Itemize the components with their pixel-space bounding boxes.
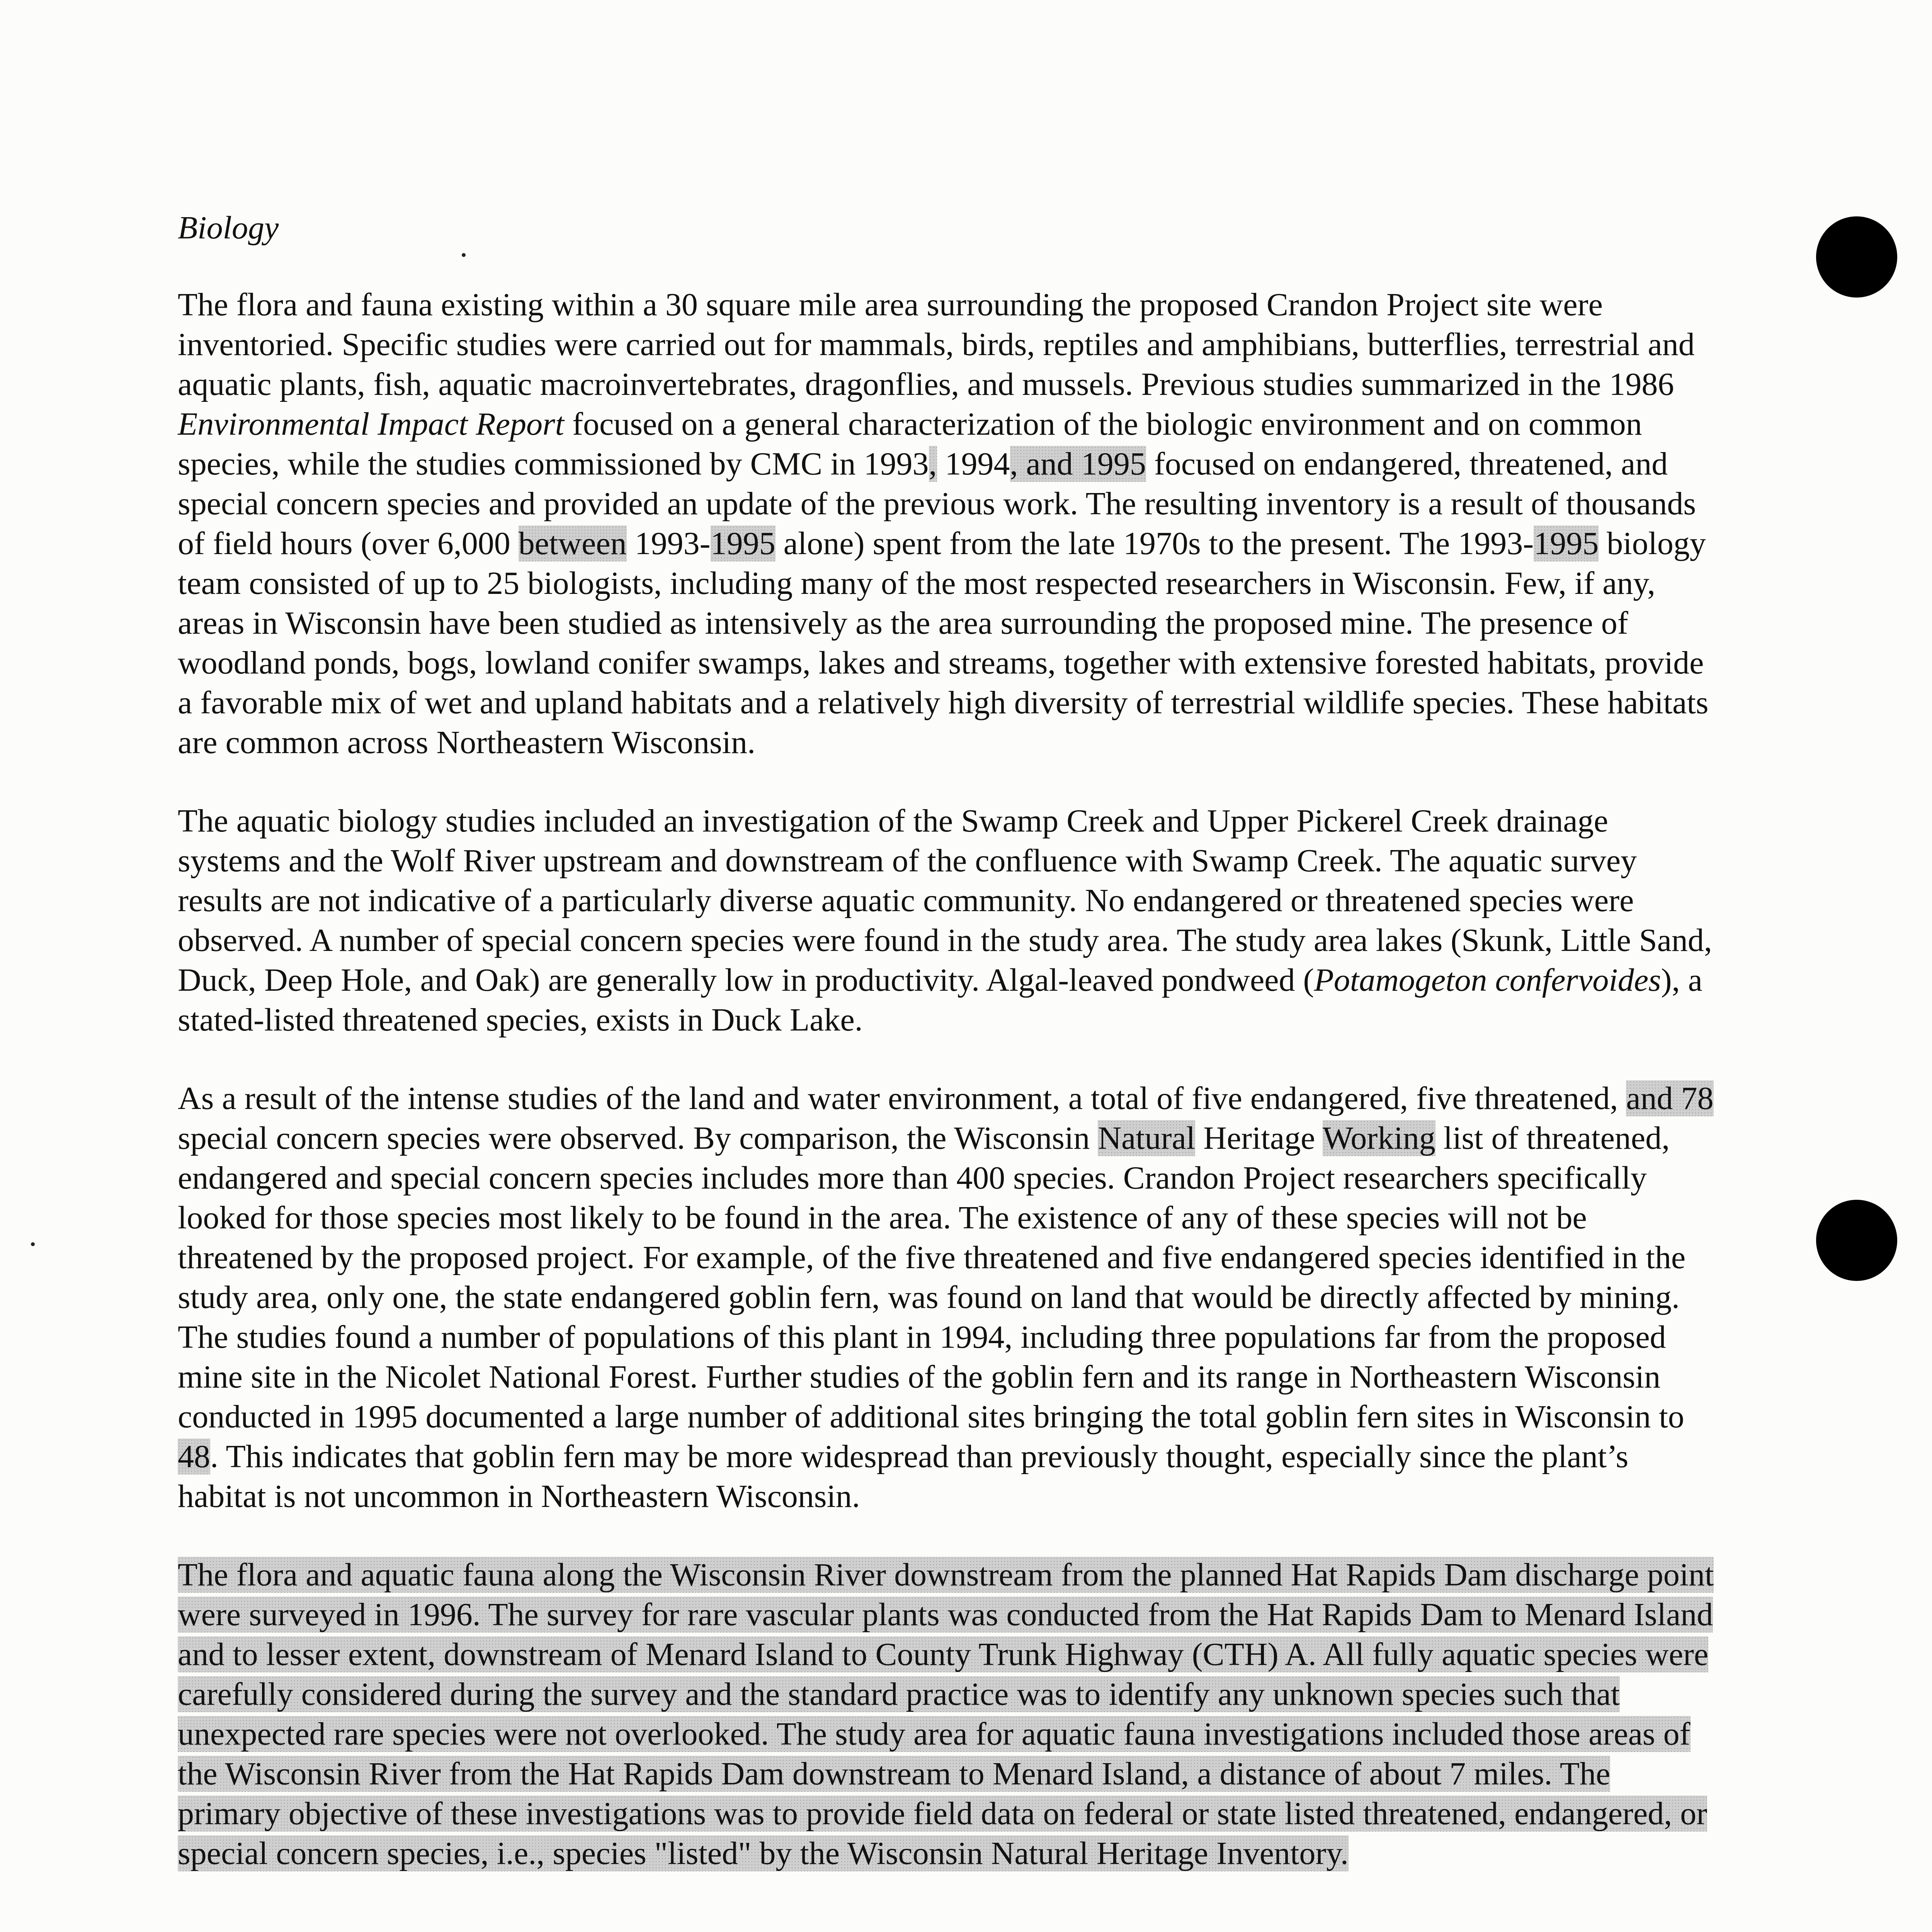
highlighted-text: , and 1995 [1010, 446, 1146, 482]
highlighted-text: 1995 [710, 525, 776, 561]
highlighted-text: Working [1322, 1120, 1435, 1156]
scan-speck [31, 1242, 35, 1246]
text-run: Heritage [1195, 1120, 1323, 1156]
text-run: ), a stated-listed threatened species, exists in Duck Lake. [178, 962, 1702, 1038]
highlighted-text: Natural [1098, 1120, 1196, 1156]
text-run: 1993- [626, 525, 711, 561]
paragraph-aquatic-biology [178, 801, 1716, 1040]
paragraph-species-observed [178, 1078, 1716, 1516]
text-run: As a result of the intense studies of the land and water environment, a total of five endangered, five threatened, [178, 1080, 1626, 1116]
paragraph-inventory [178, 285, 1716, 762]
text-run: . This indicates that goblin fern may be more widespread than previously thought, especially since the plant’s habitat is not uncommon in Northeastern Wisconsin. [178, 1438, 1629, 1514]
highlighted-text: 1995 [1534, 525, 1599, 561]
highlighted-text: , [929, 446, 937, 482]
text-run: 1994 [937, 446, 1010, 482]
text-run: The flora and fauna existing within a 30 square mile area surrounding the proposed Crandon Project site were inventoried. Specific studies were carried out for mammals, birds, reptiles and amphibians, butterflies, terrestrial and aquatic plants, fish, aquatic macroinvertebrates, dragonflies, and mussels. Previous studies summarized in the 1986 [178, 286, 1695, 402]
section-heading: Biology [178, 210, 279, 246]
paragraph-wisconsin-river-survey [178, 1555, 1716, 1873]
text-run: special concern species were observed. By comparison, the Wisconsin [178, 1120, 1098, 1156]
italic-text: Potamogeton confervoides [1314, 962, 1661, 998]
italic-text: Environmental Impact Report [178, 406, 565, 442]
text-run: focused on a general characterization of the biologic environment and on common species, while the studies commissioned by CMC in 1993 [178, 406, 1642, 482]
text-run: list of threatened, endangered and special concern species includes more than 400 species. Crandon Project researchers specifically looked for those species most likely to be found in the area. The existence of any of these species will not be threatened by the proposed project. For example, of the five threatened and five endangered species identified in the study area, only one, the state endangered goblin fern, was found on land that would be directly affected by mining. The studies found a number of populations of this plant in 1994, including three populations far from the proposed mine site in the Nicolet National Forest. Further studies of the goblin fern and its range in Northeastern Wisconsin conducted in 1995 documented a large number of additional sites bringing the total goblin fern sites in Wisconsin to [178, 1120, 1686, 1435]
punch-hole-middle [1816, 1200, 1897, 1281]
text-run: The aquatic biology studies included an investigation of the Swamp Creek and Upper Pickerel Creek drainage systems and the Wolf River upstream and downstream of the confluence with Swamp Creek. The aquatic survey results are not indicative of a particularly diverse aquatic community. No endangered or threatened species were observed. A number of special concern species were found in the study area. The study area lakes (Skunk, Little Sand, Duck, Deep Hole, and Oak) are generally low in productivity. Algal-leaved pondweed ( [178, 803, 1712, 998]
highlighted-text: and 78 [1626, 1080, 1714, 1116]
text-run: biology team consisted of up to 25 biologists, including many of the most respected researchers in Wisconsin. Few, if any, areas in Wisconsin have been studied as intensively as the area surrounding the proposed mine. The presence of woodland ponds, bogs, lowland conifer swamps, lakes and streams, together with extensive forested habitats, provide a favorable mix of wet and upland habitats and a relatively high diversity of terrestrial wildlife species. These habitats are common across Northeastern Wisconsin. [178, 525, 1709, 760]
page-body [178, 209, 1716, 1912]
highlighted-text: 48 [178, 1438, 210, 1475]
highlighted-text: The flora and aquatic fauna along the Wisconsin River downstream from the planned Hat Rapids Dam discharge point were surveyed in 1996. The survey for rare vascular plants was conducted from the Hat Rapids Dam to Menard Island and to lesser extent, downstream of Menard Island to County Trunk Highway (CTH) A. All fully aquatic species were carefully considered during the survey and the standard practice was to identify any unknown species such that unexpected rare species were not overlooked. The study area for aquatic fauna investigations included those areas of the Wisconsin River from the Hat Rapids Dam downstream to Menard Island, a distance of about 7 miles. The primary objective of these investigations was to provide field data on federal or state listed threatened, endangered, or special concern species, i.e., species "listed" by the Wisconsin Natural Heritage Inventory. [178, 1556, 1714, 1871]
punch-hole-top [1816, 216, 1897, 298]
text-run: alone) spent from the late 1970s to the present. The 1993- [775, 525, 1534, 561]
highlighted-text: between [518, 525, 627, 561]
text-run: focused on endangered, threatened, and special concern species and provided an update of the previous work. The resulting inventory is a result of thousands of field hours (over 6,000 [178, 446, 1696, 561]
